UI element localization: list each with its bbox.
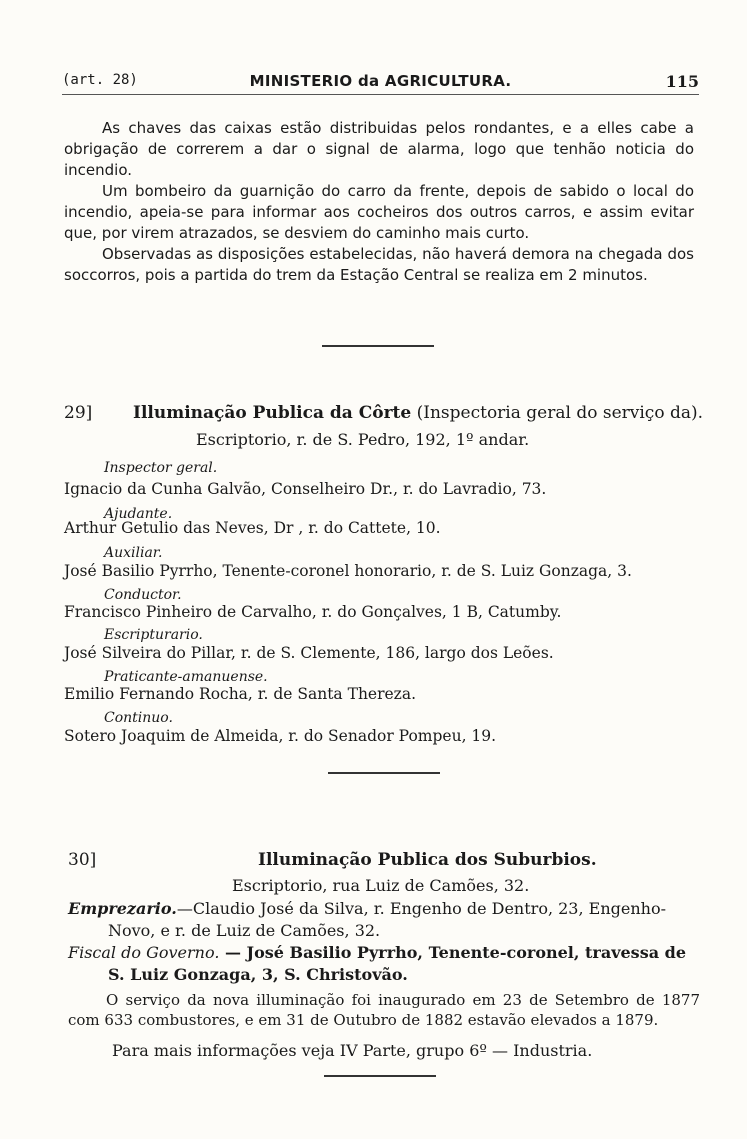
staff-role: Continuo.	[104, 710, 173, 726]
staff-name: Ignacio da Cunha Galvão, Conselheiro Dr., r. do Lavradio, 73.	[64, 480, 547, 498]
fiscal-entry	[68, 942, 700, 986]
office-address: Escriptorio, rua Luiz de Camões, 32.	[232, 876, 530, 895]
section-divider	[328, 772, 440, 774]
fiscal-label: Fiscal do Governo.	[68, 943, 220, 962]
section30-body	[68, 898, 700, 1062]
staff-name: Francisco Pinheiro de Carvalho, r. do Gonçalves, 1 B, Catumby.	[64, 603, 562, 621]
fiscal-text: — José Basilio Pyrrho, Tenente-coronel, travessa de S. Luiz Gonzaga, 3, S. Christovão.	[108, 943, 686, 984]
section-title-bold: Illuminação Publica dos Suburbios.	[258, 850, 597, 870]
section-title-bold: Illuminação Publica da Côrte	[133, 403, 412, 423]
entrepreneur-entry	[68, 898, 700, 942]
staff-name: José Silveira do Pillar, r. de S. Clemente, 186, largo dos Leões.	[64, 644, 554, 662]
staff-role: Ajudante.	[104, 506, 173, 522]
staff-role: Inspector geral.	[104, 460, 218, 476]
section-divider	[324, 1075, 436, 1077]
section-number: 30]	[68, 850, 97, 870]
section-subtitle: (Inspectoria geral do serviço da).	[416, 403, 704, 423]
staff-role: Escripturario.	[104, 627, 203, 643]
staff-role: Praticante-amanuense.	[104, 669, 268, 685]
office-address: Escriptorio, r. de S. Pedro, 192, 1º andar.	[196, 430, 530, 449]
entrepreneur-label: Emprezario.	[68, 899, 177, 918]
more-info: Para mais informações veja IV Parte, grupo 6º — Industria.	[112, 1041, 593, 1060]
article-reference: (art. 28)	[62, 72, 138, 88]
section-title	[258, 850, 597, 870]
entrepreneur-text: —Claudio José da Silva, r. Engenho de Dentro, 23, Engenho-Novo, e r. de Luiz de Camões, 32.	[108, 899, 666, 940]
staff-role: Conductor.	[104, 587, 182, 603]
service-note: O serviço da nova illuminação foi inaugurado em 23 de Setembro de 1877 com 633 combustores, e em 31 de Outubro de 1882 estavão elevados a 1879.	[68, 991, 700, 1029]
staff-role: Auxiliar.	[104, 545, 163, 561]
staff-list	[64, 0, 704, 760]
staff-name: José Basilio Pyrrho, Tenente-coronel honorario, r. de S. Luiz Gonzaga, 3.	[64, 562, 632, 580]
paragraph: Observadas as disposições estabelecidas, não haverá demora na chegada dos soccorros, pois a partida do trem da Estação Central se realiza em 2 minutos.	[64, 245, 694, 284]
page-number: 115	[665, 72, 699, 91]
running-title: MINISTERIO da AGRICULTURA.	[249, 72, 512, 90]
paragraph: As chaves das caixas estão distribuidas pelos rondantes, e a elles cabe a obrigação de correrem a dar o signal de alarma, logo que tenhão noticia do incendio.	[64, 119, 694, 179]
staff-name: Emilio Fernando Rocha, r. de Santa Thereza.	[64, 685, 417, 703]
staff-name: Sotero Joaquim de Almeida, r. do Senador Pompeu, 19.	[64, 727, 497, 745]
section-number: 29]	[64, 403, 93, 423]
staff-name: Arthur Getulio das Neves, Dr , r. do Cattete, 10.	[64, 519, 441, 537]
paragraph: Um bombeiro da guarnição do carro da frente, depois de sabido o local do incendio, apeia-se para informar aos cocheiros dos outros carros, e assim evitar que, por virem atrazados, se desviem do caminho mais curto.	[64, 182, 694, 242]
